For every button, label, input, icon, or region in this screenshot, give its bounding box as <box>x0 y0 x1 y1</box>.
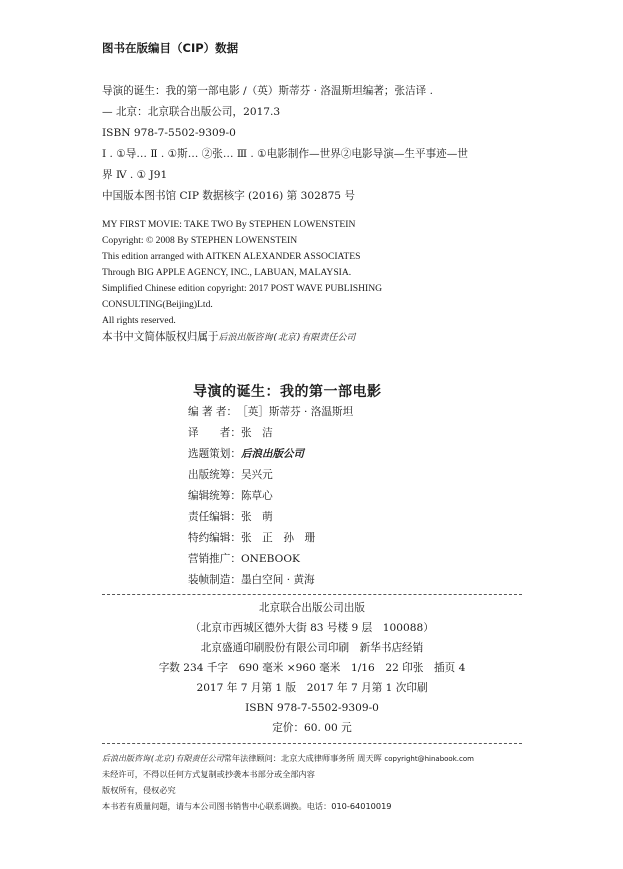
credit-value: 陈草心 <box>240 490 273 502</box>
cip-record-number: 中国版本图书馆 CIP 数据核字 (2016) 第 302875 号 <box>102 190 356 202</box>
credit-label: 责任编辑： <box>188 511 241 523</box>
rights-line: All rights reserved. <box>102 315 176 326</box>
cip-classification-1: Ⅰ . ①导… Ⅱ . ①斯… ②张… Ⅲ . ①电影制作—世界②电影导演—生平事迹—世 <box>102 148 468 160</box>
chinese-rights-prefix: 本书中文简体版权归属于 <box>102 331 219 343</box>
credit-value: ［英］斯蒂芬 · 洛温斯坦 <box>237 406 354 418</box>
cip-classification-2: 界 Ⅳ . ① J91 <box>102 169 168 181</box>
rights-line: Copyright: © 2008 By STEPHEN LOWENSTEIN <box>102 235 298 246</box>
book-specs: 字数 234 千字 690 毫米 ×960 毫米 1/16 22 印张 插页 4 <box>158 662 466 674</box>
credit-value: 张 萌 <box>240 511 273 523</box>
credit-value: 张 正 孙 珊 <box>240 532 316 544</box>
chinese-rights-line <box>102 330 355 345</box>
legal-company: 后浪出版咨询(北京)有限责任公司 <box>102 754 224 763</box>
book-price: 定价：60. 00 元 <box>272 722 352 734</box>
rights-line: MY FIRST MOVIE: TAKE TWO By STEPHEN LOWENSTEIN <box>102 219 356 230</box>
credit-responsible-editor <box>188 509 273 526</box>
legal-counsel: 常年法律顾问：北京大成律师事务所 周天晖 <box>223 753 382 763</box>
publisher-address: （北京市西城区德外大街 83 号楼 9 层 100088） <box>190 622 434 634</box>
book-title: 导演的诞生：我的第一部电影 <box>193 384 382 400</box>
credit-value: 张 洁 <box>240 427 273 439</box>
publisher-name: 北京联合出版公司出版 <box>259 602 365 614</box>
credit-label: 编辑统筹： <box>188 490 241 502</box>
divider-top <box>102 594 522 595</box>
credit-label: 出版统筹： <box>188 469 241 481</box>
credit-special-editors <box>188 530 315 547</box>
rights-reserved-notice: 版权所有，侵权必究 <box>102 785 176 795</box>
rights-line: Through BIG APPLE AGENCY, INC., LABUAN, MALAYSIA. <box>102 267 352 278</box>
rights-line: CONSULTING(Beijing)Ltd. <box>102 299 213 310</box>
credit-label: 特约编辑： <box>188 532 241 544</box>
credit-label: 编 著 者： <box>188 406 238 418</box>
cip-line-1: 导演的诞生：我的第一部电影 /（英）斯蒂芬 · 洛温斯坦编著；张洁译 . <box>102 85 433 97</box>
credit-value: 吴兴元 <box>240 469 273 481</box>
credit-editorial-coordinator <box>188 488 273 505</box>
legal-counsel-line <box>102 752 474 766</box>
credit-planning <box>188 446 304 463</box>
credit-marketing <box>188 551 300 568</box>
credit-design <box>188 572 315 589</box>
quality-contact-notice: 本书若有质量问题，请与本公司图书销售中心联系调换。电话：010-64010019 <box>102 801 392 811</box>
credit-value: 墨白空间 · 黄海 <box>240 574 315 586</box>
rights-line: This edition arranged with AITKEN ALEXANDER ASSOCIATES <box>102 251 361 262</box>
credit-label: 装帧制造： <box>188 574 241 586</box>
credit-label: 译 者： <box>188 427 241 439</box>
credit-translator <box>188 425 273 442</box>
credit-value: 后浪出版公司 <box>240 448 304 460</box>
copyright-email: copyright@hinabook.com <box>384 755 474 763</box>
chinese-rights-company: 后浪出版咨询(北京)有限责任公司 <box>218 333 356 343</box>
credit-value: ONEBOOK <box>240 553 300 565</box>
credit-publishing-coordinator <box>188 467 273 484</box>
book-isbn: ISBN 978-7-5502-9309-0 <box>245 702 379 714</box>
cip-heading: 图书在版编目（CIP）数据 <box>102 41 239 55</box>
credit-author <box>188 404 353 421</box>
credit-label: 选题策划： <box>188 448 241 460</box>
cip-line-2: — 北京：北京联合出版公司，2017.3 <box>102 106 281 118</box>
divider-bottom <box>102 743 522 744</box>
reproduction-notice: 未经许可，不得以任何方式复制或抄袭本书部分或全部内容 <box>102 769 315 779</box>
edition-info: 2017 年 7 月第 1 版 2017 年 7 月第 1 次印刷 <box>196 682 428 694</box>
credit-label: 营销推广： <box>188 553 241 565</box>
cip-isbn: ISBN 978-7-5502-9309-0 <box>102 127 236 139</box>
printer-info: 北京盛通印刷股份有限公司印刷 新华书店经销 <box>200 642 424 654</box>
rights-line: Simplified Chinese edition copyright: 2017 POST WAVE PUBLISHING <box>102 283 383 294</box>
